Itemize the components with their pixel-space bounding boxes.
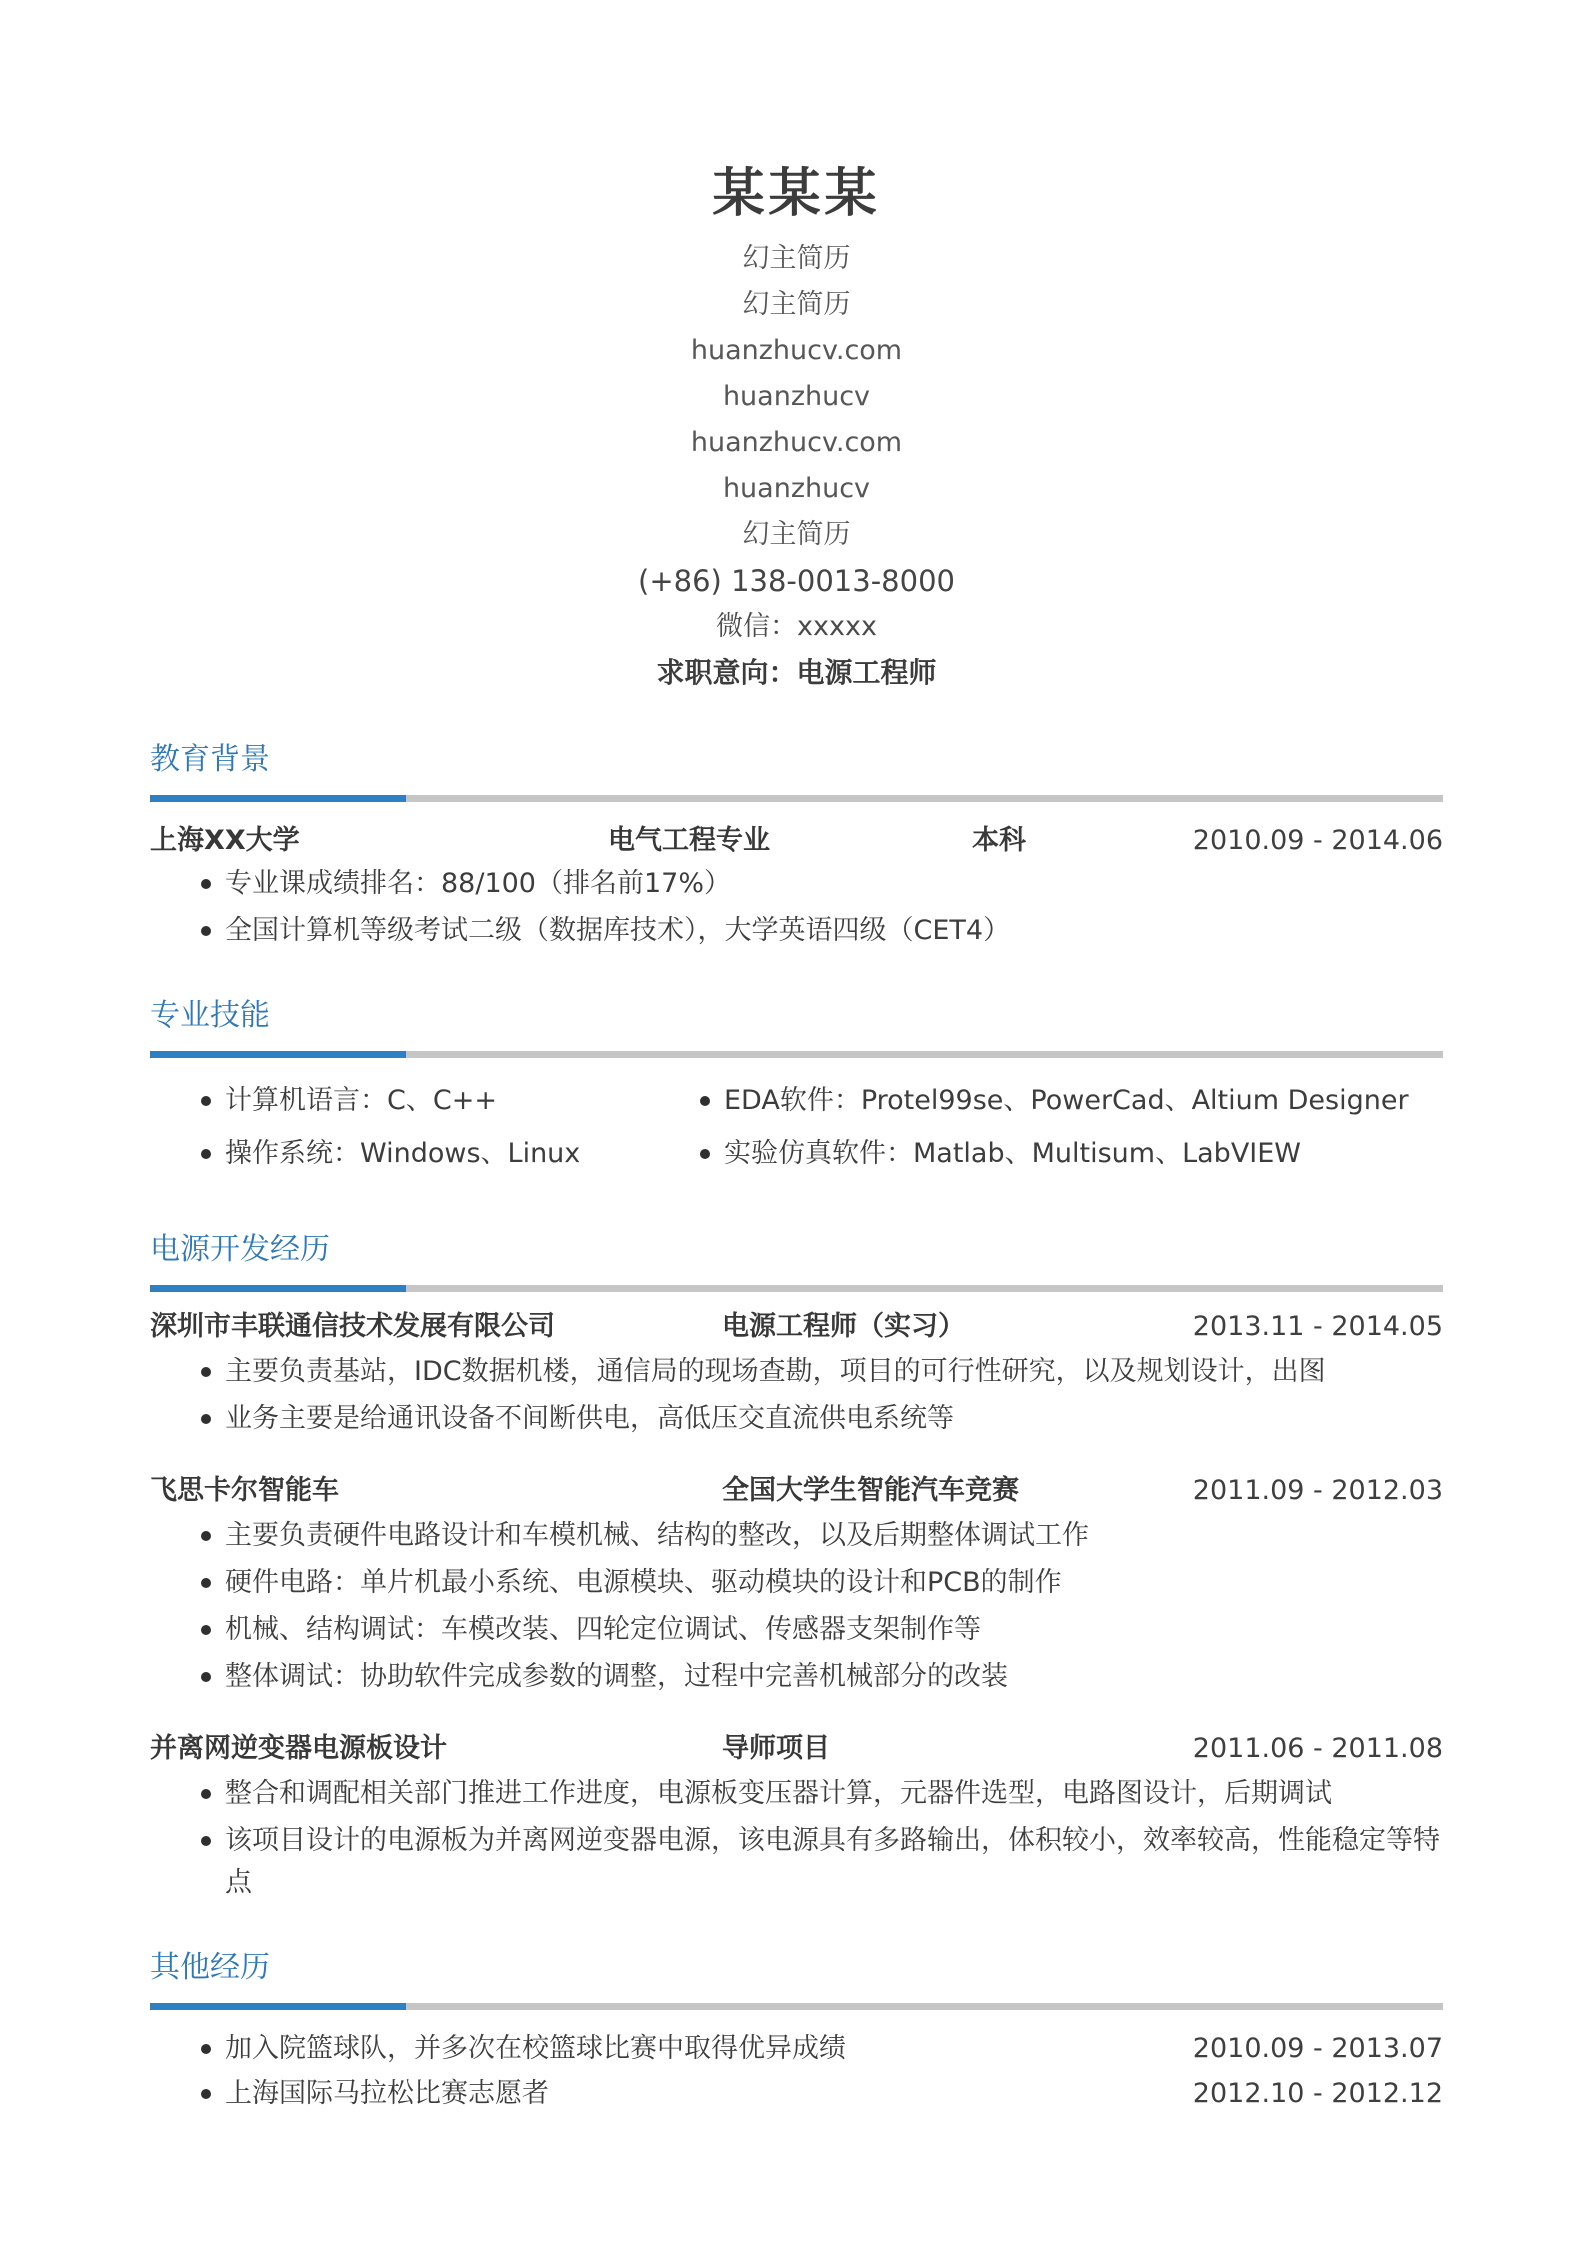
exp-org: 并离网逆变器电源板设计 [150,1733,447,1764]
resume-header [150,0,1443,696]
rule-gray-segment [406,795,1443,802]
contact-line-handle-1: huanzhucv [722,381,871,412]
rule-blue-segment [150,1051,406,1058]
exp-org: 深圳市丰联通信技术发展有限公司 [150,1311,555,1342]
section-title-other: 其他经历 [150,1950,270,1985]
contact-line-brand-1: 幻主简历 [742,243,851,274]
exp-org: 飞思卡尔智能车 [150,1475,339,1506]
section-power-dev-experience [150,1230,1443,1904]
other-experience-list [150,2028,1443,2115]
other-item-text: 上海国际马拉松比赛志愿者 [150,2073,1183,2115]
rule-gray-segment [406,1051,1443,1058]
section-rule [150,795,1443,802]
candidate-name: 某某某 [712,164,881,224]
contact-line-website-1: huanzhucv.com [690,335,903,366]
rule-gray-segment [406,1285,1443,1292]
section-other-experience [150,1948,1443,2115]
experience-bullet-list [150,1515,1443,1698]
contact-line-brand-2: 幻主简历 [742,289,851,320]
bullet-item: 整合和调配相关部门推进工作进度，电源板变压器计算，元器件选型，电路图设计，后期调试 [150,1773,1443,1815]
phone-number: (+86) 138-0013-8000 [638,564,955,598]
edu-major: 电气工程专业 [608,825,770,856]
bullet-item: 硬件电路：单片机最小系统、电源模块、驱动模块的设计和PCB的制作 [150,1562,1443,1604]
section-education [150,740,1443,952]
exp-date-range: 2011.09 - 2012.03 [1192,1475,1443,1506]
experience-bullet-list [150,1773,1443,1904]
bullet-item: 主要负责基站，IDC数据机楼，通信局的现场查勘，项目的可行性研究，以及规划设计，出图 [150,1351,1443,1393]
skills-grid [150,1080,1443,1186]
bullet-item: 操作系统：Windows、Linux [150,1133,649,1175]
contact-line-brand-3: 幻主简历 [742,519,851,550]
other-item [150,2028,1443,2070]
exp-role: 全国大学生智能汽车竞赛 [722,1475,1019,1506]
other-item-date: 2012.10 - 2012.12 [1192,2078,1443,2109]
bullet-item: 计算机语言：C、C++ [150,1080,649,1122]
wechat-id: 微信：xxxxx [716,611,877,642]
rule-blue-segment [150,795,406,802]
other-item [150,2073,1443,2115]
experience-entry-fenglian [150,1304,1443,1440]
bullet-item: 该项目设计的电源板为并离网逆变器电源，该电源具有多路输出，体积较小，效率较高，性能稳定等特点 [150,1820,1443,1904]
rule-blue-segment [150,1285,406,1292]
edu-school: 上海XX大学 [150,825,300,856]
education-entry-row [150,818,1443,857]
bullet-item: EDA软件：Protel99se、PowerCad、Altium Designer [649,1080,1443,1122]
experience-entry-row [150,1468,1443,1507]
job-objective: 求职意向：电源工程师 [656,656,937,689]
rule-gray-segment [406,2003,1443,2010]
contact-line-website-2: huanzhucv.com [690,427,903,458]
experience-bullet-list [150,1351,1443,1440]
bullet-item: 机械、结构调试：车模改装、四轮定位调试、传感器支架制作等 [150,1609,1443,1651]
bullet-item: 全国计算机等级考试二级（数据库技术），大学英语四级（CET4） [150,910,1443,952]
exp-date-range: 2011.06 - 2011.08 [1192,1733,1443,1764]
section-rule [150,2003,1443,2010]
section-skills [150,996,1443,1186]
contact-block [150,236,1443,696]
bullet-item: 专业课成绩排名：88/100（排名前17%） [150,863,1443,905]
bullet-item: 业务主要是给通讯设备不间断供电，高低压交直流供电系统等 [150,1398,1443,1440]
section-rule [150,1285,1443,1292]
education-bullet-list [150,863,1443,952]
edu-degree: 本科 [972,825,1026,856]
section-rule [150,1051,1443,1058]
exp-role: 导师项目 [722,1733,830,1764]
skills-column-left [150,1080,649,1186]
bullet-item: 实验仿真软件：Matlab、Multisum、LabVIEW [649,1133,1443,1175]
experience-entry-row [150,1304,1443,1343]
section-title-power-dev: 电源开发经历 [150,1232,330,1267]
contact-line-handle-2: huanzhucv [722,473,871,504]
bullet-item: 整体调试：协助软件完成参数的调整，过程中完善机械部分的改装 [150,1656,1443,1698]
rule-blue-segment [150,2003,406,2010]
bullet-item: 主要负责硬件电路设计和车模机械、结构的整改，以及后期整体调试工作 [150,1515,1443,1557]
section-title-skills: 专业技能 [150,998,270,1033]
experience-entry-row [150,1726,1443,1765]
exp-role: 电源工程师（实习） [722,1311,965,1342]
section-title-education: 教育背景 [150,742,270,777]
other-item-date: 2010.09 - 2013.07 [1192,2033,1443,2064]
experience-entry-smartcar [150,1468,1443,1698]
edu-date-range: 2010.09 - 2014.06 [1192,825,1443,856]
exp-date-range: 2013.11 - 2014.05 [1192,1311,1443,1342]
skills-column-right [649,1080,1443,1186]
experience-entry-inverter [150,1726,1443,1904]
other-item-text: 加入院篮球队，并多次在校篮球比赛中取得优异成绩 [150,2028,1183,2070]
